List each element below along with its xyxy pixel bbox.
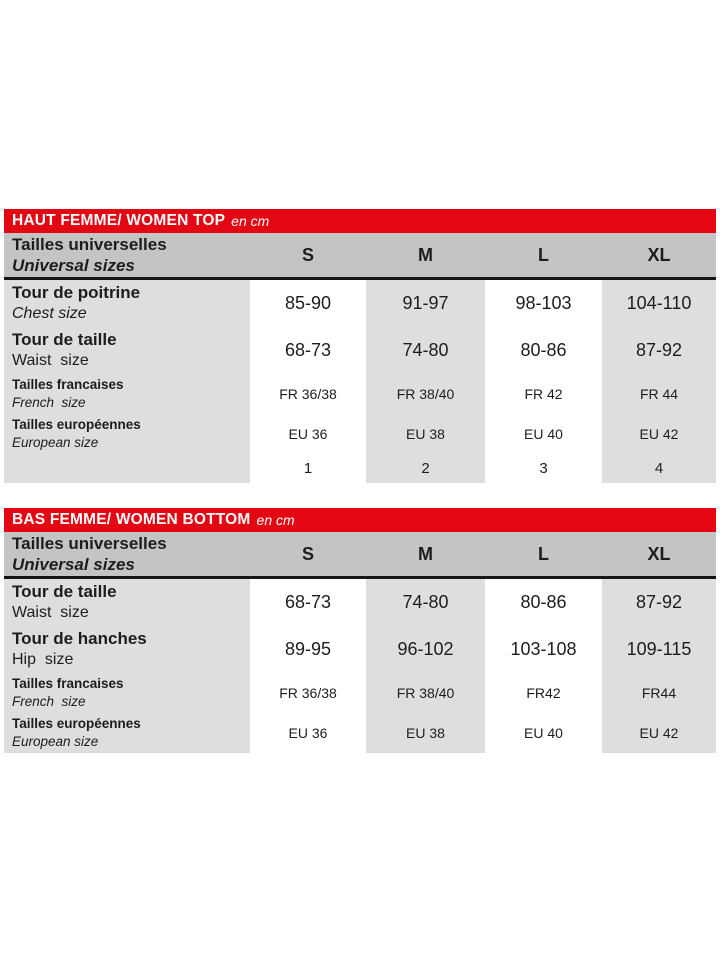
header-label-en: Universal sizes: [12, 555, 135, 574]
size-value-cell: 87-92: [602, 579, 716, 626]
header-label-fr: Tailles universelles: [12, 533, 167, 553]
size-value-cell: FR42: [526, 685, 561, 701]
row-label-cell: [4, 280, 250, 327]
row-label-fr: Tailles européennes: [12, 716, 141, 732]
section-title: HAUT FEMME/ WOMEN TOP: [12, 212, 226, 229]
row-label-en: European size: [12, 734, 99, 749]
size-value-cell: 103-108: [510, 639, 577, 659]
table-row: [4, 374, 716, 414]
section-title-bar: [4, 508, 716, 532]
size-value-cell: EU 42: [602, 713, 716, 753]
size-value-cell: 85-90: [284, 293, 332, 313]
row-label-en: French size: [12, 694, 86, 709]
size-value-cell: FR44: [602, 673, 716, 713]
column-header-s: S: [301, 543, 314, 564]
table-body: [4, 280, 716, 483]
size-value-cell: EU 36: [288, 725, 328, 741]
size-value-cell: 74-80: [366, 579, 485, 626]
size-value-cell: 1: [303, 460, 313, 477]
size-value-cell: 68-73: [284, 592, 332, 612]
row-label-fr: Tailles européennes: [12, 417, 141, 433]
section-unit-label: en cm: [231, 213, 270, 229]
size-value-cell: EU 36: [288, 426, 328, 442]
row-label-cell: [4, 579, 250, 626]
table-row: [4, 713, 716, 753]
size-value-cell: 91-97: [366, 280, 485, 327]
row-label-fr: Tailles francaises: [12, 676, 124, 692]
row-label-fr: Tour de hanches: [12, 629, 147, 649]
size-value-cell: 80-86: [520, 340, 567, 360]
size-value-cell: 68-73: [284, 340, 332, 360]
size-value-cell: EU 38: [366, 713, 485, 753]
row-label-fr: Tailles francaises: [12, 377, 124, 393]
size-value-cell: FR 38/40: [366, 673, 485, 713]
row-label-en: Chest size: [12, 305, 87, 323]
women-top-size-chart: [4, 209, 716, 483]
row-label-fr: Tour de taille: [12, 582, 117, 602]
size-value-cell: 2: [366, 454, 485, 483]
column-header-s: S: [301, 244, 314, 265]
column-header-xl: XL: [647, 543, 671, 564]
header-label-fr: Tailles universelles: [12, 234, 167, 254]
table-row: [4, 414, 716, 454]
row-label-cell: [4, 626, 250, 673]
size-value-cell: EU 42: [602, 414, 716, 454]
size-value-cell: 104-110: [602, 280, 716, 327]
column-header-l: L: [538, 244, 549, 265]
table-row: [4, 673, 716, 713]
row-label-en: Hip size: [12, 651, 74, 669]
column-header-m: M: [418, 244, 433, 265]
row-label-fr: Tour de poitrine: [12, 283, 141, 303]
size-value-cell: 109-115: [602, 626, 716, 673]
women-bottom-size-chart: [4, 508, 716, 753]
row-label-cell: [4, 713, 250, 753]
size-value-cell: EU 40: [524, 426, 563, 442]
column-header-xl: XL: [647, 244, 671, 265]
table-row: [4, 327, 716, 374]
row-label-en: European size: [12, 435, 99, 450]
table-header-row: [4, 532, 716, 579]
size-value-cell: EU 40: [524, 725, 563, 741]
size-value-cell: 89-95: [284, 639, 332, 659]
section-title: BAS FEMME/ WOMEN BOTTOM: [12, 511, 251, 528]
size-value-cell: 98-103: [515, 293, 572, 313]
table-row: [4, 579, 716, 626]
table-row: [4, 454, 716, 483]
size-value-cell: FR 36/38: [279, 386, 337, 402]
row-label-en: Waist size: [12, 352, 89, 370]
row-label-cell: [4, 673, 250, 713]
column-header-m: M: [418, 543, 433, 564]
section-unit-label: en cm: [256, 512, 295, 528]
row-label-en: French size: [12, 395, 86, 410]
size-value-cell: 4: [602, 454, 716, 483]
table-body: [4, 579, 716, 753]
size-value-cell: FR 38/40: [366, 374, 485, 414]
size-value-cell: FR 44: [602, 374, 716, 414]
size-value-cell: 96-102: [366, 626, 485, 673]
row-label-fr: Tour de taille: [12, 330, 117, 350]
header-label-cell: [4, 233, 250, 277]
table-header-row: [4, 233, 716, 280]
row-label-cell: [4, 327, 250, 374]
row-label-cell: [4, 414, 250, 454]
header-label-en: Universal sizes: [12, 256, 135, 275]
size-value-cell: 3: [539, 460, 548, 477]
section-title-bar: [4, 209, 716, 233]
size-value-cell: FR 42: [524, 386, 563, 402]
row-label-en: Waist size: [12, 604, 89, 622]
row-label-cell: [4, 374, 250, 414]
size-guide-sheet: [4, 209, 716, 753]
column-header-l: L: [538, 543, 549, 564]
table-row: [4, 626, 716, 673]
size-value-cell: 87-92: [602, 327, 716, 374]
table-row: [4, 280, 716, 327]
header-label-cell: [4, 532, 250, 576]
row-label-cell: [4, 454, 250, 483]
size-value-cell: 74-80: [366, 327, 485, 374]
size-value-cell: 80-86: [520, 592, 567, 612]
size-value-cell: FR 36/38: [279, 685, 337, 701]
size-value-cell: EU 38: [366, 414, 485, 454]
